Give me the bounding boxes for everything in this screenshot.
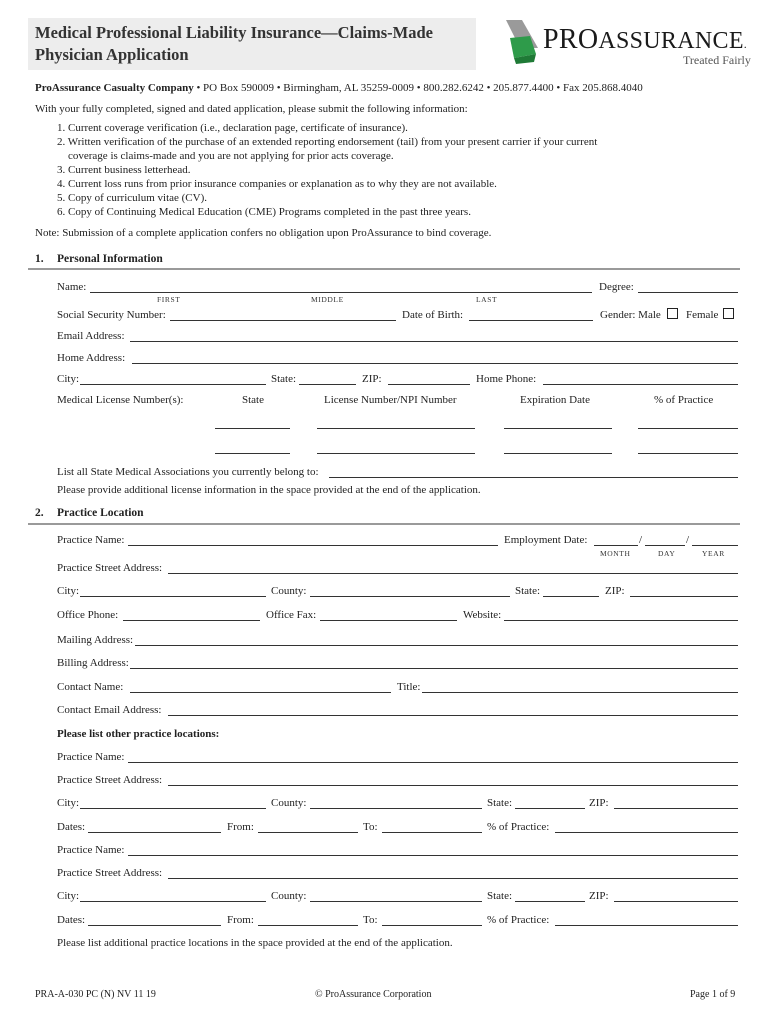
- other-practice-name-label: Practice Name:: [57, 751, 125, 763]
- requirement-item: 4. Current loss runs from prior insurance companies or explanation as to why they are not available.: [57, 178, 497, 190]
- gender-male-checkbox[interactable]: [667, 308, 678, 319]
- logo-assurance: ASSURANCE: [598, 28, 744, 54]
- office-phone-label: Office Phone:: [57, 609, 119, 621]
- requirement-item: 5. Copy of curriculum vitae (CV).: [57, 192, 207, 204]
- other-practice-name-field[interactable]: [128, 855, 738, 856]
- copyright: © ProAssurance Corporation: [315, 989, 432, 1000]
- other-practice-street-label: Practice Street Address:: [57, 867, 163, 879]
- contact-name-field[interactable]: [130, 692, 391, 693]
- employment-month-field[interactable]: [594, 545, 638, 546]
- email-field[interactable]: [130, 341, 738, 342]
- col-practice-header: % of Practice: [654, 394, 714, 406]
- from-label: From:: [227, 821, 254, 833]
- practice-county-label: County:: [271, 585, 307, 597]
- requirement-item: 1. Current coverage verification (i.e., declaration page, certificate of insurance).: [57, 122, 408, 134]
- home-address-field[interactable]: [132, 363, 738, 364]
- section-2-title: Practice Location: [57, 507, 144, 519]
- dates-label: Dates:: [57, 821, 86, 833]
- company-name: ProAssurance Casualty Company: [35, 82, 194, 94]
- state-field[interactable]: [299, 384, 356, 385]
- requirement-item: 6. Copy of Continuing Medical Education (CME) Programs completed in the past three years.: [57, 206, 471, 218]
- col-state-header: State: [242, 394, 264, 406]
- associations-label: List all State Medical Associations you currently belong to:: [57, 466, 319, 478]
- other-state-field[interactable]: [515, 901, 585, 902]
- logo-pro: PRO: [543, 24, 599, 55]
- pct-practice-label: % of Practice:: [487, 821, 550, 833]
- logo-tagline: Treated Fairly: [683, 53, 751, 67]
- practice-county-field[interactable]: [310, 596, 510, 597]
- date-slash: /: [639, 534, 643, 546]
- email-label: Email Address:: [57, 330, 125, 342]
- company-contact: • PO Box 590009 • Birmingham, AL 35259-0009 • 800.282.6242 • 205.877.4400 • Fax 205.868.4040: [193, 82, 643, 94]
- associations-field[interactable]: [329, 477, 738, 478]
- first-caption: FIRST: [157, 295, 181, 304]
- office-phone-field[interactable]: [123, 620, 260, 621]
- gender-female-checkbox[interactable]: [723, 308, 734, 319]
- mailing-address-label: Mailing Address:: [57, 634, 134, 646]
- other-zip-label: ZIP:: [589, 890, 609, 902]
- contact-title-field[interactable]: [422, 692, 738, 693]
- from-field[interactable]: [258, 925, 358, 926]
- other-practice-name-field[interactable]: [128, 762, 738, 763]
- home-phone-label: Home Phone:: [476, 373, 537, 385]
- license-note: Please provide additional license information in the space provided at the end of the application.: [57, 484, 481, 496]
- mailing-address-field[interactable]: [135, 645, 738, 646]
- other-county-field[interactable]: [310, 808, 482, 809]
- middle-caption: MIDDLE: [311, 295, 344, 304]
- other-city-field[interactable]: [80, 901, 266, 902]
- practice-city-label: City:: [57, 585, 80, 597]
- practice-street-label: Practice Street Address:: [57, 562, 163, 574]
- city-field[interactable]: [80, 384, 266, 385]
- license-practice-field[interactable]: [638, 428, 738, 429]
- zip-label: ZIP:: [362, 373, 382, 385]
- date-slash: /: [686, 534, 690, 546]
- contact-email-label: Contact Email Address:: [57, 704, 162, 716]
- company-line: [35, 82, 643, 94]
- license-state-field[interactable]: [215, 453, 290, 454]
- other-practice-street-label: Practice Street Address:: [57, 774, 163, 786]
- other-county-label: County:: [271, 797, 307, 809]
- dates-field[interactable]: [88, 832, 221, 833]
- practice-zip-label: ZIP:: [605, 585, 625, 597]
- degree-label: Degree:: [599, 281, 634, 293]
- employment-day-field[interactable]: [645, 545, 685, 546]
- gender-male-label: Gender: Male: [600, 309, 661, 321]
- month-caption: MONTH: [600, 549, 631, 558]
- other-locations-heading: Please list other practice locations:: [57, 728, 220, 740]
- other-practice-street-field[interactable]: [168, 878, 738, 879]
- billing-address-label: Billing Address:: [57, 657, 129, 669]
- dates-label: Dates:: [57, 914, 86, 926]
- contact-email-field[interactable]: [168, 715, 738, 716]
- other-zip-field[interactable]: [614, 808, 738, 809]
- to-field[interactable]: [382, 925, 482, 926]
- pct-practice-field[interactable]: [555, 832, 738, 833]
- ssn-label: Social Security Number:: [57, 309, 166, 321]
- proassurance-logo-icon: [500, 18, 542, 66]
- name-label: Name:: [57, 281, 87, 293]
- col-expiration-header: Expiration Date: [520, 394, 590, 406]
- requirement-item: 2. Written verification of the purchase of an extended reporting endorsement (tail) from your present carrier if your current: [57, 136, 598, 148]
- logo-mark: .: [743, 37, 748, 51]
- license-expiration-field[interactable]: [504, 428, 612, 429]
- other-county-field[interactable]: [310, 901, 482, 902]
- license-expiration-field[interactable]: [504, 453, 612, 454]
- other-state-field[interactable]: [515, 808, 585, 809]
- note-text: Note: Submission of a complete application confers no obligation upon ProAssurance to bind coverage.: [35, 227, 492, 239]
- employment-year-field[interactable]: [692, 545, 738, 546]
- section-1-title: Personal Information: [57, 253, 163, 265]
- practice-name-field[interactable]: [128, 545, 498, 546]
- city-label: City:: [57, 373, 80, 385]
- home-phone-field[interactable]: [543, 384, 738, 385]
- to-field[interactable]: [382, 832, 482, 833]
- to-label: To:: [363, 914, 378, 926]
- gender-female-label: Female: [686, 309, 719, 321]
- ssn-field[interactable]: [170, 320, 396, 321]
- degree-field[interactable]: [638, 292, 738, 293]
- page-number: Page 1 of 9: [690, 989, 736, 1000]
- website-field[interactable]: [504, 620, 738, 621]
- year-caption: YEAR: [702, 549, 725, 558]
- section-divider: [28, 268, 740, 270]
- other-zip-label: ZIP:: [589, 797, 609, 809]
- office-fax-field[interactable]: [320, 620, 457, 621]
- section-1-number: 1.: [35, 253, 44, 265]
- logo-wordmark: [543, 24, 747, 56]
- practice-city-field[interactable]: [80, 596, 266, 597]
- from-label: From:: [227, 914, 254, 926]
- section-2-number: 2.: [35, 507, 44, 519]
- other-practice-name-label: Practice Name:: [57, 844, 125, 856]
- contact-name-label: Contact Name:: [57, 681, 124, 693]
- requirement-item: coverage is claims-made and you are not applying for prior acts coverage.: [68, 150, 394, 162]
- state-label: State:: [271, 373, 297, 385]
- practice-name-label: Practice Name:: [57, 534, 125, 546]
- practice-street-field[interactable]: [168, 573, 738, 574]
- title-line-2: Physician Application: [35, 45, 189, 64]
- website-label: Website:: [463, 609, 502, 621]
- practice-state-field[interactable]: [543, 596, 599, 597]
- license-state-field[interactable]: [215, 428, 290, 429]
- license-number-field[interactable]: [317, 453, 475, 454]
- home-address-label: Home Address:: [57, 352, 126, 364]
- title-line-1: Medical Professional Liability Insurance—Claims-Made: [35, 23, 433, 42]
- other-state-label: State:: [487, 797, 513, 809]
- practice-state-label: State:: [515, 585, 541, 597]
- pct-practice-label: % of Practice:: [487, 914, 550, 926]
- last-caption: LAST: [476, 295, 498, 304]
- billing-address-field[interactable]: [130, 668, 738, 669]
- license-label: Medical License Number(s):: [57, 394, 184, 406]
- section-divider: [28, 523, 740, 525]
- other-zip-field[interactable]: [614, 901, 738, 902]
- dates-field[interactable]: [88, 925, 221, 926]
- intro-text: With your fully completed, signed and dated application, please submit the following information:: [35, 103, 468, 115]
- pct-practice-field[interactable]: [555, 925, 738, 926]
- dob-label: Date of Birth:: [402, 309, 464, 321]
- other-county-label: County:: [271, 890, 307, 902]
- page-title: [35, 22, 433, 66]
- col-license-header: License Number/NPI Number: [324, 394, 457, 406]
- to-label: To:: [363, 821, 378, 833]
- more-locations-note: Please list additional practice locations in the space provided at the end of the application.: [57, 937, 453, 949]
- practice-zip-field[interactable]: [630, 596, 738, 597]
- other-city-label: City:: [57, 797, 80, 809]
- day-caption: DAY: [658, 549, 676, 558]
- other-practice-street-field[interactable]: [168, 785, 738, 786]
- employment-date-label: Employment Date:: [504, 534, 588, 546]
- zip-field[interactable]: [388, 384, 470, 385]
- from-field[interactable]: [258, 832, 358, 833]
- license-practice-field[interactable]: [638, 453, 738, 454]
- form-code: PRA-A-030 PC (N) NV 11 19: [35, 989, 156, 1000]
- other-city-field[interactable]: [80, 808, 266, 809]
- other-city-label: City:: [57, 890, 80, 902]
- name-field[interactable]: [90, 292, 592, 293]
- dob-field[interactable]: [469, 320, 593, 321]
- other-state-label: State:: [487, 890, 513, 902]
- license-number-field[interactable]: [317, 428, 475, 429]
- office-fax-label: Office Fax:: [266, 609, 317, 621]
- requirement-item: 3. Current business letterhead.: [57, 164, 191, 176]
- contact-title-label: Title:: [397, 681, 421, 693]
